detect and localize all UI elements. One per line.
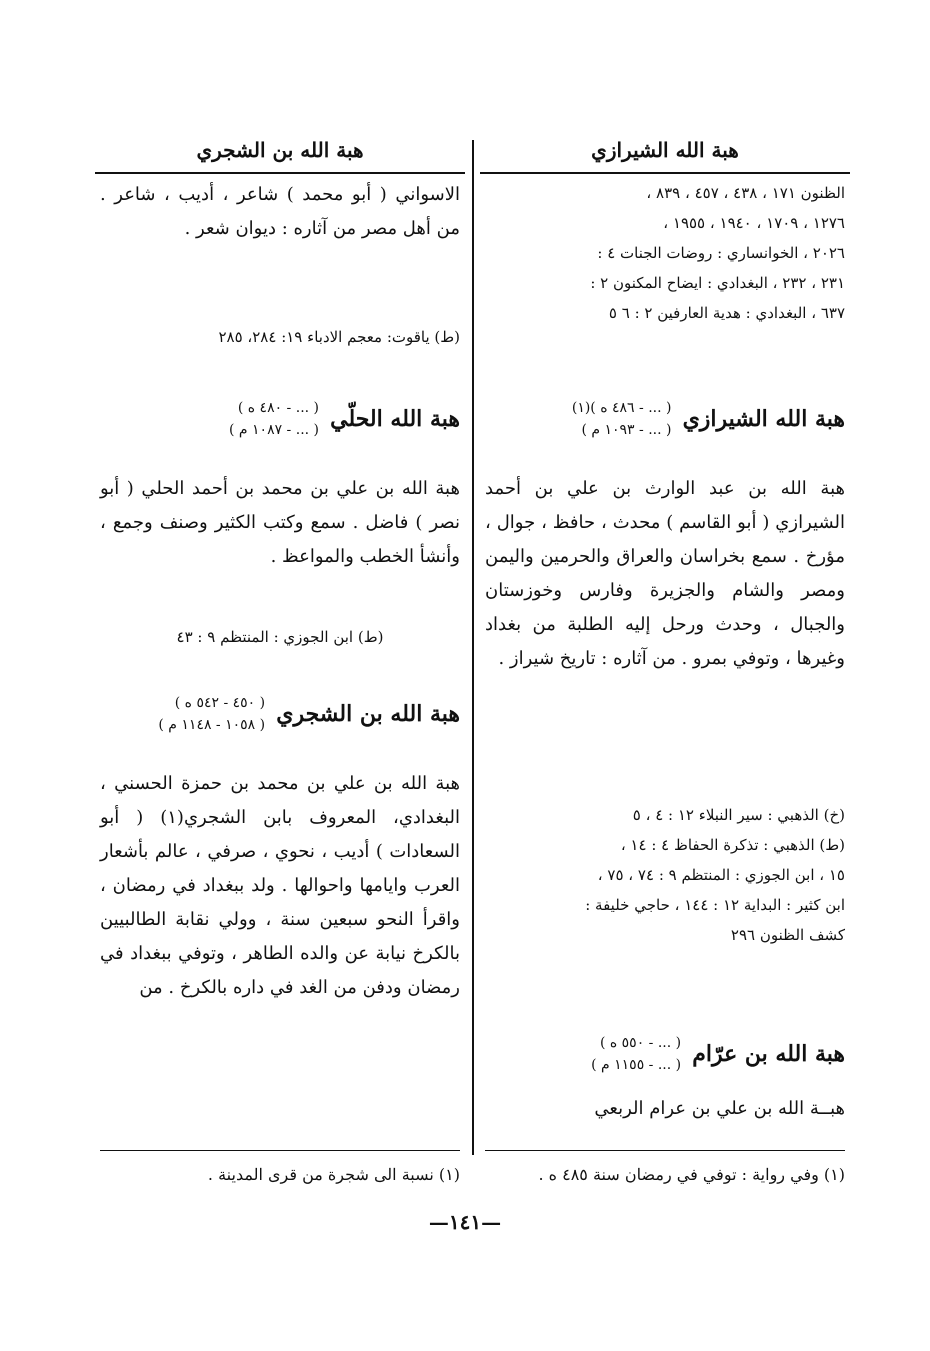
entry-text: الاسواني ( أبو محمد ) شاعر ، أديب ، شاعر . من أهل مصر من آثاره : ديوان شعر . <box>100 184 460 239</box>
ref-line: ٦٣٧ ، البغدادي : هدية العارفين ٢ : ٦ ٥ <box>608 304 845 322</box>
entry-name: هبة الله بن عرّام <box>692 1041 845 1067</box>
column-divider <box>472 140 474 1155</box>
ref-line: كشف الظنون ٢٩٦ <box>730 926 845 944</box>
entry-text: هبة الله بن علي بن محمد بن حمزة الحسني ، البغدادي، المعروف بابن الشجري(١) ( أبو السعادات ) أديب ، نحوي ، صرفي ، عالم بأشعار العرب وايامها واحوالها . ولد ببغداد في رمضان ، واقرأ النحو سبعين سنة ، وولي نقابة الطالبيين بالكرخ نيابة عن والده الطاهر ، وتوفي ببغداد في رمضان ودفن من الغد في داره بالكرخ . من <box>100 773 460 998</box>
ref-line: ١٢٧٦ ، ١٧٠٩ ، ١٩٤٠ ، ١٩٥٥ ، <box>663 214 845 232</box>
entry-body-hilli <box>100 472 460 574</box>
ref-line: (ط) ابن الجوزي : المنتظم ٩ : ٤٣ <box>176 628 384 646</box>
left-intro <box>100 178 460 246</box>
entry-name: هبة الله الحلّي <box>330 406 460 432</box>
ref-line: (ط) الذهبي : تذكرة الحفاظ ٤ : ١٤ ، <box>620 836 845 854</box>
ref-line: ابن كثير : البداية ١٢ : ١٤٤ ، حاجي خليفة : <box>585 896 845 914</box>
entry-heading-shajari <box>100 692 460 736</box>
entry-refs-shirazi <box>485 800 845 950</box>
entry-text: هبــة الله بن علي بن عرام الربعي <box>594 1098 845 1119</box>
ref-line: ١٥ ، ابن الجوزي : المنتظم ٩ : ٧٤ ، ٧٥ ، <box>597 866 845 884</box>
right-footnote: (١) وفي رواية : توفي في رمضان سنة ٤٨٥ ه . <box>538 1165 845 1184</box>
entry-heading-hilli <box>100 397 460 441</box>
entry-name: هبة الله بن الشجري <box>276 701 460 727</box>
left-footnote-rule <box>100 1150 460 1151</box>
ref-line: الظنون ١٧١ ، ٤٣٨ ، ٤٥٧ ، ٨٣٩ ، <box>646 184 845 202</box>
right-column-header: هبة الله الشيرازي <box>591 138 739 162</box>
entry-text: هبة الله بن عبد الوارث بن علي بن أحمد الشيرازي ( أبو القاسم ) محدث ، حافظ ، جوال ، مؤرخ . سمع بخراسان والعراق والحرمين واليمن ومصر والشام والجزيرة وفارس وخوزستان والجبال ، وحدث ورحل إليه الطلبة من بغداد وغيرها ، وتوفي بمرو . من آثاره : تاريخ شيراز . <box>485 478 845 669</box>
entry-heading-arram <box>485 1032 845 1076</box>
page-number: —١٤١— <box>428 1210 502 1234</box>
entry-ref-hilli <box>100 622 460 652</box>
right-footnote-rule <box>485 1150 845 1151</box>
dates-gregorian: ( ١٠٥٨ - ١١٤٨ م ) <box>158 717 266 733</box>
left-footnote: (١) نسبة الى شجرة من قرى المدينة . <box>207 1165 460 1184</box>
dates-hijri: ( ٤٥٠ - ٥٤٢ ه ) <box>174 695 266 711</box>
dates-hijri: ( ... - ٤٨٦ ه )(١) <box>571 400 672 416</box>
entry-heading-shirazi <box>485 397 845 441</box>
entry-dates <box>158 692 265 736</box>
entry-name: هبة الله الشيرازي <box>682 406 845 432</box>
entry-dates <box>229 397 319 441</box>
ref-line: ٢٠٢٦ ، الخوانساري : روضات الجنات ٤ : <box>597 244 845 262</box>
dates-gregorian: ( ... - ١٠٨٧ م ) <box>229 422 320 438</box>
entry-body-shajari <box>100 767 460 1005</box>
entry-dates <box>591 1032 681 1076</box>
entry-dates <box>572 397 672 441</box>
right-intro-refs <box>485 178 845 328</box>
left-column-header: هبة الله بن الشجري <box>196 138 364 162</box>
right-header-rule <box>480 172 850 174</box>
dates-gregorian: ( ... - ١١٥٥ م ) <box>591 1057 682 1073</box>
dates-hijri: ( ... - ٥٥٠ ه ) <box>599 1035 682 1051</box>
ref-line: (خ) الذهبي : سير النبلاء ١٢ : ٤ ، ٥ <box>632 806 845 824</box>
ref-line: ٢٣١ ، ٢٣٢ ، البغدادي : ايضاح المكنون ٢ : <box>590 274 845 292</box>
dates-hijri: ( ... - ٤٨٠ ه ) <box>237 400 320 416</box>
ref-line: (ط) ياقوت: معجم الادباء ١٩: ٢٨٤، ٢٨٥ <box>218 328 460 346</box>
entry-body-arram <box>485 1092 845 1126</box>
left-intro-ref <box>100 322 460 352</box>
left-header-rule <box>95 172 465 174</box>
dates-gregorian: ( ... - ١٠٩٣ م ) <box>581 422 672 438</box>
entry-body-shirazi <box>485 472 845 676</box>
entry-text: هبة الله بن علي بن محمد بن أحمد الحلي ( أبو نصر ) فاضل . سمع وكتب الكثير وصنف وجمع ، وأنشأ الخطب والمواعظ . <box>100 478 460 567</box>
